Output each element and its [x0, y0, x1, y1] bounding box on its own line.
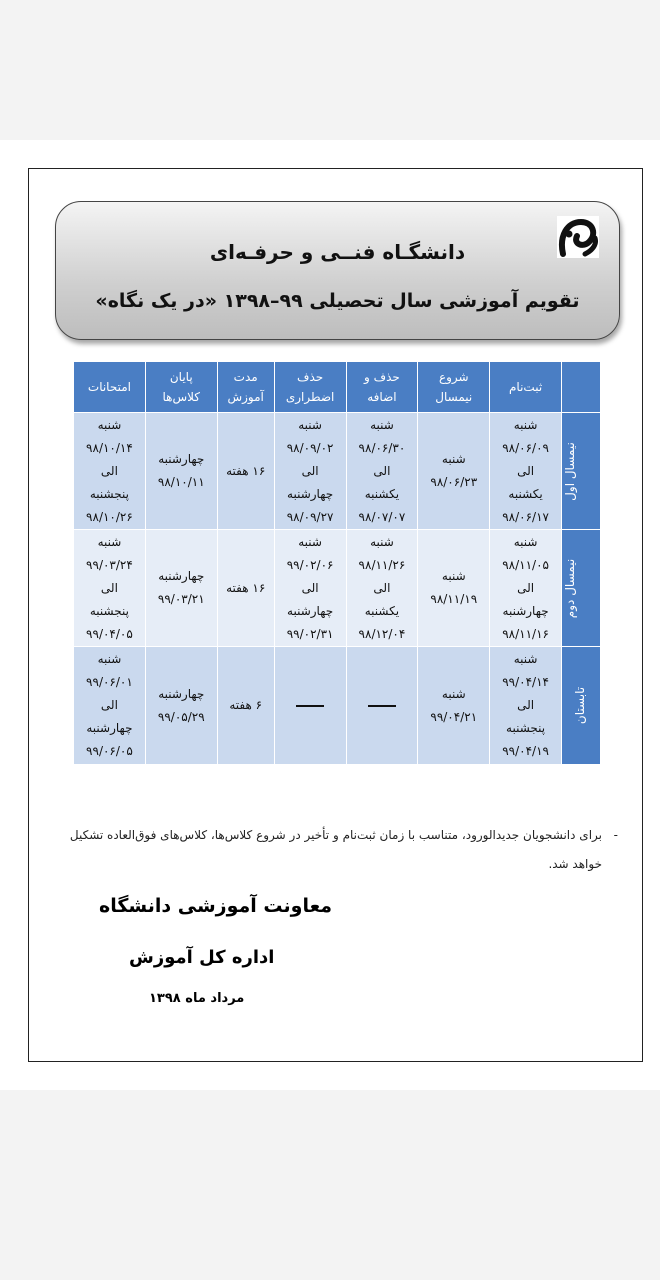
cell-line: ۹۹/۰۴/۲۱ — [430, 709, 478, 724]
university-name: دانشگـاه فنــی و حرفـه‌ای — [209, 240, 466, 264]
cell-line: ۹۸/۰۶/۳۰ — [358, 440, 406, 455]
cell-start — [418, 530, 490, 647]
header-banner — [55, 201, 620, 340]
cell-end — [145, 530, 217, 647]
header-line: مدت — [233, 370, 258, 384]
cell-exams — [74, 530, 146, 647]
academic-calendar-table — [73, 361, 601, 765]
cell-line: پنجشنبه — [89, 486, 129, 501]
cell-line: ۹۸/۱۱/۰۵ — [502, 557, 549, 572]
cell-line: ۹۸/۱۰/۱۴ — [86, 440, 133, 455]
cell-emergency — [274, 647, 346, 765]
cell-line: ۹۸/۰۹/۲۷ — [286, 509, 334, 524]
header-emergency-drop — [274, 362, 346, 413]
cell-line: شنبه — [513, 652, 538, 666]
term-label-cell — [562, 530, 601, 647]
header-term — [562, 362, 601, 413]
cell-end — [145, 413, 217, 530]
cell-line: ۹۸/۱۲/۰۴ — [358, 626, 406, 641]
cell-line: یکشنبه — [364, 486, 400, 501]
cell-line: ۹۹/۰۴/۱۴ — [502, 675, 549, 689]
cell-line: الی — [301, 580, 319, 595]
header-adddrop — [346, 362, 418, 413]
cell-line: ۹۹/۰۶/۰۵ — [86, 744, 133, 758]
term-label-cell — [562, 413, 601, 530]
cell-line: ۶ هفته — [229, 698, 263, 712]
cell-line: ۹۸/۰۶/۰۹ — [502, 440, 549, 455]
cell-line: الی — [100, 463, 118, 478]
header-register — [490, 362, 562, 413]
cell-line: چهارشنبه — [158, 452, 205, 466]
cell-line: یکشنبه — [508, 486, 543, 501]
cell-line: ۹۹/۰۳/۲۱ — [157, 592, 205, 606]
cell-line: ۹۸/۰۶/۱۷ — [502, 509, 549, 524]
cell-line: الی — [517, 580, 535, 595]
footnote-bullet: - — [613, 828, 618, 842]
cell-line: ۹۹/۰۴/۰۵ — [86, 626, 133, 641]
cell-line: الی — [100, 698, 118, 712]
calendar-title: تقویم آموزشی سال تحصیلی ۹۹–۱۳۹۸ «در یک نگاه» — [95, 290, 580, 312]
header-line: امتحانات — [87, 380, 131, 394]
term-label: نیمسال دوم — [562, 558, 577, 618]
cell-line: الی — [517, 463, 535, 478]
cell-line: ۹۸/۱۰/۱۱ — [157, 475, 205, 489]
cell-emergency — [274, 530, 346, 647]
cell-line: ۹۹/۰۵/۲۹ — [157, 709, 205, 724]
header-line: اضافه — [367, 390, 397, 404]
empty-dash — [368, 705, 396, 707]
cell-line: شنبه — [298, 534, 322, 549]
cell-line: ۹۸/۰۹/۰۲ — [286, 440, 334, 455]
cell-line: ۹۸/۰۷/۰۷ — [358, 509, 406, 524]
cell-line: ۹۹/۰۶/۰۱ — [86, 675, 133, 689]
cell-adddrop — [346, 413, 418, 530]
cell-line: ۹۹/۰۳/۲۴ — [86, 557, 133, 572]
cell-line: شنبه — [513, 417, 538, 432]
cell-line: ۹۸/۱۱/۱۹ — [430, 592, 478, 606]
cell-line: ۹۸/۱۰/۲۶ — [86, 509, 133, 524]
cell-line: شنبه — [97, 417, 122, 432]
term-label: نیمسال اول — [563, 441, 578, 501]
signature-date: مرداد ماه ۱۳۹۸ — [149, 991, 245, 1006]
cell-line: ۹۹/۰۲/۳۱ — [286, 626, 334, 641]
header-duration — [217, 362, 274, 413]
cell-line: الی — [301, 463, 319, 478]
cell-line: ۹۹/۰۲/۰۶ — [286, 557, 334, 572]
document-page — [0, 140, 660, 1090]
header-line: حذف و — [364, 370, 400, 384]
cell-line: شنبه — [513, 534, 538, 549]
cell-exams — [74, 647, 146, 765]
cell-line: الی — [373, 580, 391, 595]
cell-adddrop — [346, 530, 418, 647]
table-row — [74, 647, 601, 765]
cell-line: چهارشنبه — [158, 569, 205, 583]
cell-exams — [74, 413, 146, 530]
header-line: پایان — [169, 370, 193, 384]
cell-start — [418, 413, 490, 530]
table-header-row — [74, 362, 601, 413]
header-exams — [74, 362, 146, 413]
table-row — [74, 413, 601, 530]
cell-adddrop — [346, 647, 418, 765]
cell-line: چهارشنبه — [158, 686, 205, 701]
cell-line: شنبه — [370, 534, 394, 549]
cell-line: شنبه — [97, 652, 122, 666]
header-line: نیمسال — [435, 390, 473, 404]
cell-duration — [217, 530, 274, 647]
cell-line: الی — [373, 463, 391, 478]
cell-line: ۹۸/۱۱/۱۶ — [502, 626, 549, 641]
cell-start — [418, 647, 490, 765]
signature-office: اداره کل آموزش — [129, 947, 275, 968]
term-label-cell — [562, 647, 601, 765]
header-line: کلاس‌ها — [162, 390, 201, 404]
cell-line: شنبه — [370, 417, 394, 432]
header-line: ثبت‌نام — [509, 380, 543, 394]
cell-line: پنجشنبه — [506, 721, 546, 735]
table-row — [74, 530, 601, 647]
cell-line: ۹۹/۰۴/۱۹ — [502, 744, 549, 758]
cell-duration — [217, 647, 274, 765]
page-border — [28, 168, 643, 1062]
cell-line: چهارشنبه — [502, 603, 549, 618]
cell-end — [145, 647, 217, 765]
footnote — [47, 821, 618, 879]
header-line: آموزش — [227, 390, 264, 404]
cell-line: ۱۶ هفته — [226, 580, 266, 595]
cell-duration — [217, 413, 274, 530]
cell-line: ۹۸/۰۶/۲۳ — [430, 475, 478, 489]
cell-line: الی — [100, 580, 118, 595]
cell-line: یکشنبه — [364, 603, 400, 618]
cell-line: پنجشنبه — [89, 603, 129, 618]
header-class-end — [145, 362, 217, 413]
cell-line: ۱۶ هفته — [226, 463, 266, 478]
cell-line: شنبه — [97, 534, 122, 549]
cell-line: الی — [517, 698, 535, 712]
cell-line: ۹۸/۱۱/۲۶ — [358, 557, 406, 572]
header-line: اضطراری — [285, 390, 335, 404]
header-line: شروع — [438, 370, 469, 384]
header-start — [418, 362, 490, 413]
cell-line: چهارشنبه — [287, 486, 334, 501]
cell-line: چهارشنبه — [86, 721, 133, 735]
term-label: تابستان — [573, 686, 588, 725]
cell-emergency — [274, 413, 346, 530]
cell-line: شنبه — [441, 569, 466, 583]
cell-line: شنبه — [441, 686, 466, 701]
cell-register — [490, 647, 562, 765]
footnote-text: برای دانشجویان جدیدالورود، متناسب با زمان ثبت‌نام و تأخیر در شروع کلاس‌ها، کلاس‌های فوق‌العاده تشکیل خواهد شد. — [69, 828, 602, 871]
cell-line: شنبه — [298, 417, 322, 432]
cell-line: چهارشنبه — [287, 603, 334, 618]
empty-dash — [296, 705, 324, 707]
cell-line: شنبه — [441, 452, 466, 466]
header-line: حذف — [297, 370, 324, 384]
signature-deputy: معاونت آموزشی دانشگاه — [99, 895, 333, 917]
